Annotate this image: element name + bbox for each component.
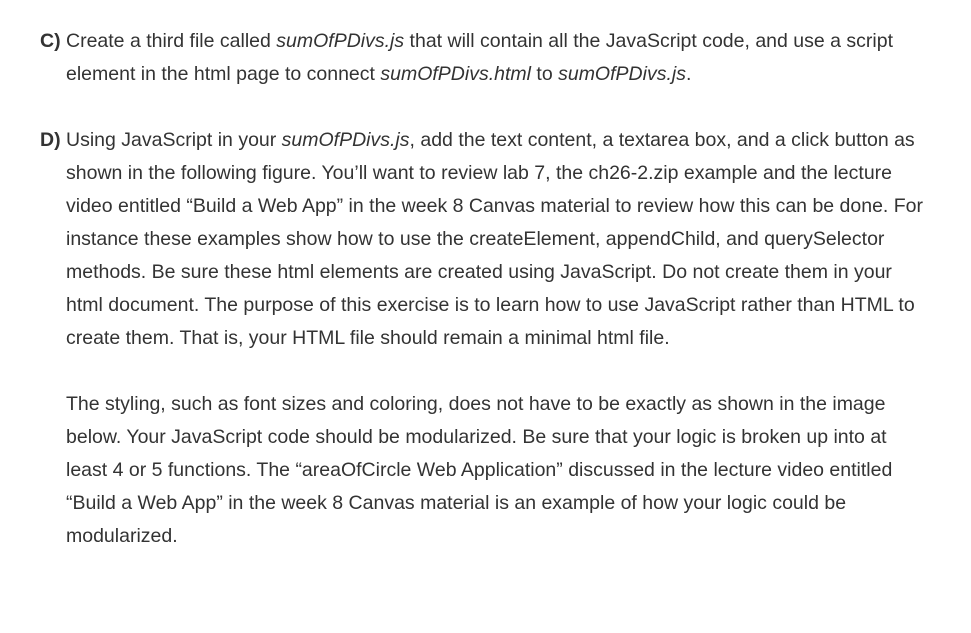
section-d-line-4: instance these examples show how to use the createElement, appendChild, and querySelector [66, 228, 885, 250]
section-d-line-1 [40, 124, 915, 157]
section-d-line-6: html document. The purpose of this exercise is to learn how to use JavaScript rather than HTML to [66, 294, 915, 316]
styling-paragraph-line-2: below. Your JavaScript code should be modularized. Be sure that your logic is broken up into at [66, 426, 887, 448]
styling-paragraph-line-4: “Build a Web App” in the week 8 Canvas material is an example of how your logic could be [66, 492, 847, 514]
section-d-line-7: create them. That is, your HTML file should remain a minimal html file. [66, 327, 670, 349]
styling-paragraph-line-5: modularized. [66, 525, 178, 547]
section-d-line-5: methods. Be sure these html elements are created using JavaScript. Do not create them in your [66, 261, 892, 283]
text-run: to [530, 63, 559, 85]
section-c-label: C) [40, 30, 61, 52]
filename-html: sumOfPDivs.html [380, 63, 531, 85]
text-run: Using JavaScript in your [66, 129, 282, 151]
filename-js: sumOfPDivs.js [281, 129, 410, 151]
styling-paragraph-line-3: least 4 or 5 functions. The “areaOfCircle Web Application” discussed in the lecture video entitled [66, 459, 893, 481]
section-d-line-2: shown in the following figure. You’ll want to review lab 7, the ch26-2.zip example and the lecture [66, 162, 892, 184]
text-run: element in the html page to connect [66, 63, 381, 85]
section-d-line-3: video entitled “Build a Web App” in the week 8 Canvas material to review how this can be done. For [66, 195, 924, 217]
text-run: , add the text content, a textarea box, and a click button as [409, 129, 915, 151]
section-c-line-2 [66, 58, 691, 91]
text-run: that will contain all the JavaScript code, and use a script [404, 30, 893, 52]
text-run: . [685, 63, 692, 85]
styling-paragraph-line-1: The styling, such as font sizes and coloring, does not have to be exactly as shown in the image [66, 393, 886, 415]
section-c-line-1 [40, 25, 893, 58]
filename-js: sumOfPDivs.js [276, 30, 405, 52]
text-run: Create a third file called [66, 30, 277, 52]
filename-js: sumOfPDivs.js [558, 63, 686, 85]
section-d-label: D) [40, 129, 61, 151]
